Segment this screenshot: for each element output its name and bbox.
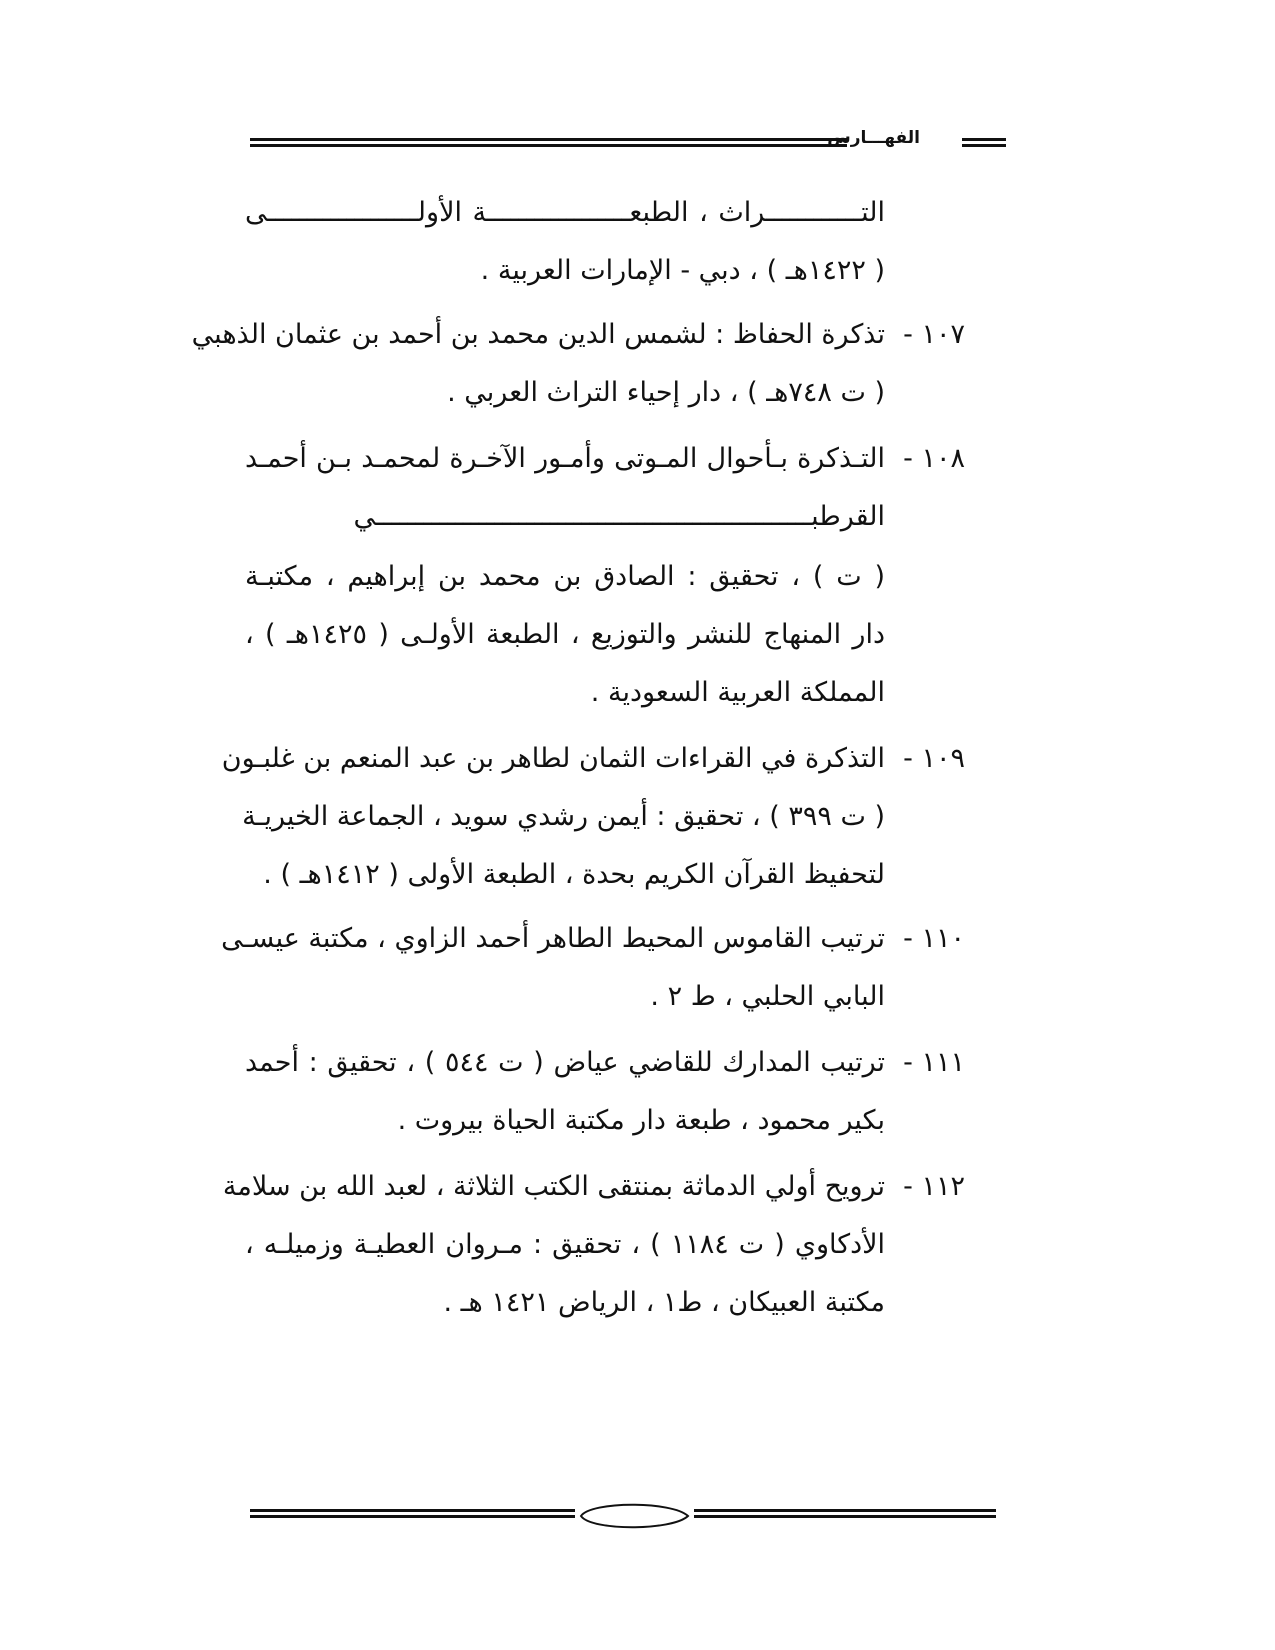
entry-108-number: ١٠٨ - <box>903 443 965 474</box>
footer-rule-left <box>250 1509 575 1518</box>
entry-108-line-5: المملكة العربية السعودية . <box>590 677 885 708</box>
entry-112-line-2: الأدكاوي ( ت ١١٨٤ ) ، تحقيق : مـروان العطيـة وزميلـه ، <box>245 1229 885 1260</box>
footer-ornament-oval <box>577 1499 692 1533</box>
entry-continuation-line-2: ( ١٤٢٢هـ ) ، دبي - الإمارات العربية . <box>480 255 885 286</box>
header-rule-right <box>962 138 1006 147</box>
entry-111-line-1: ترتيب المدارك للقاضي عياض ( ت ٥٤٤ ) ، تحقيق : أحمد <box>245 1047 885 1078</box>
footer-rule-right <box>694 1509 996 1518</box>
entry-107-line-2: ( ت ٧٤٨هـ ) ، دار إحياء التراث العربي . <box>447 377 885 408</box>
page-header-title: الفهـــارس <box>827 128 920 148</box>
entry-108-line-4: دار المنهاج للنشر والتوزيع ، الطبعة الأولـى ( ١٤٢٥هـ ) ، <box>245 619 885 650</box>
entry-110-number: ١١٠ - <box>903 923 965 954</box>
entry-112-line-1: ترويح أولي الدماثة بمنتقى الكتب الثلاثة ، لعبد الله بن سلامة <box>222 1171 885 1202</box>
entry-108-line-2: القرطبـــــــــــــــــــــــــــــــــــــــــــــــــــــــي <box>353 501 885 532</box>
entry-continuation-line-1: التــــــــــــراث ، الطبعــــــــــــــــــة الأولـــــــــــــــــــى <box>245 197 885 228</box>
entry-107-number: ١٠٧ - <box>903 319 965 350</box>
entry-108-line-1: التـذكرة بـأحوال المـوتى وأمـور الآخـرة لمحمـد بـن أحمـد <box>245 443 885 474</box>
entry-107-line-1: تذكرة الحفاظ : لشمس الدين محمد بن أحمد بن عثمان الذهبي <box>191 319 885 350</box>
header-rule-left <box>250 138 847 147</box>
entry-108-line-3: ( ت ) ، تحقيق : الصادق بن محمد بن إبراهيم ، مكتبـة <box>245 561 885 592</box>
entry-112-line-3: مكتبة العبيكان ، ط١ ، الرياض ١٤٢١ هـ . <box>443 1287 885 1318</box>
entry-109-line-3: لتحفيظ القرآن الكريم بحدة ، الطبعة الأولى ( ١٤١٢هـ ) . <box>263 859 885 890</box>
entry-111-line-2: بكير محمود ، طبعة دار مكتبة الحياة بيروت . <box>397 1105 885 1136</box>
entry-112-number: ١١٢ - <box>903 1171 965 1202</box>
entry-111-number: ١١١ - <box>903 1047 965 1078</box>
entry-109-line-1: التذكرة في القراءات الثمان لطاهر بن عبد المنعم بن غلبـون <box>221 743 885 774</box>
entry-110-line-1: ترتيب القاموس المحيط الطاهر أحمد الزاوي ، مكتبة عيسـى <box>221 923 885 954</box>
entry-110-line-2: البابي الحلبي ، ط ٢ . <box>650 981 885 1012</box>
entry-109-line-2: ( ت ٣٩٩ ) ، تحقيق : أيمن رشدي سويد ، الجماعة الخيريـة <box>242 801 885 832</box>
entry-109-number: ١٠٩ - <box>903 743 965 774</box>
